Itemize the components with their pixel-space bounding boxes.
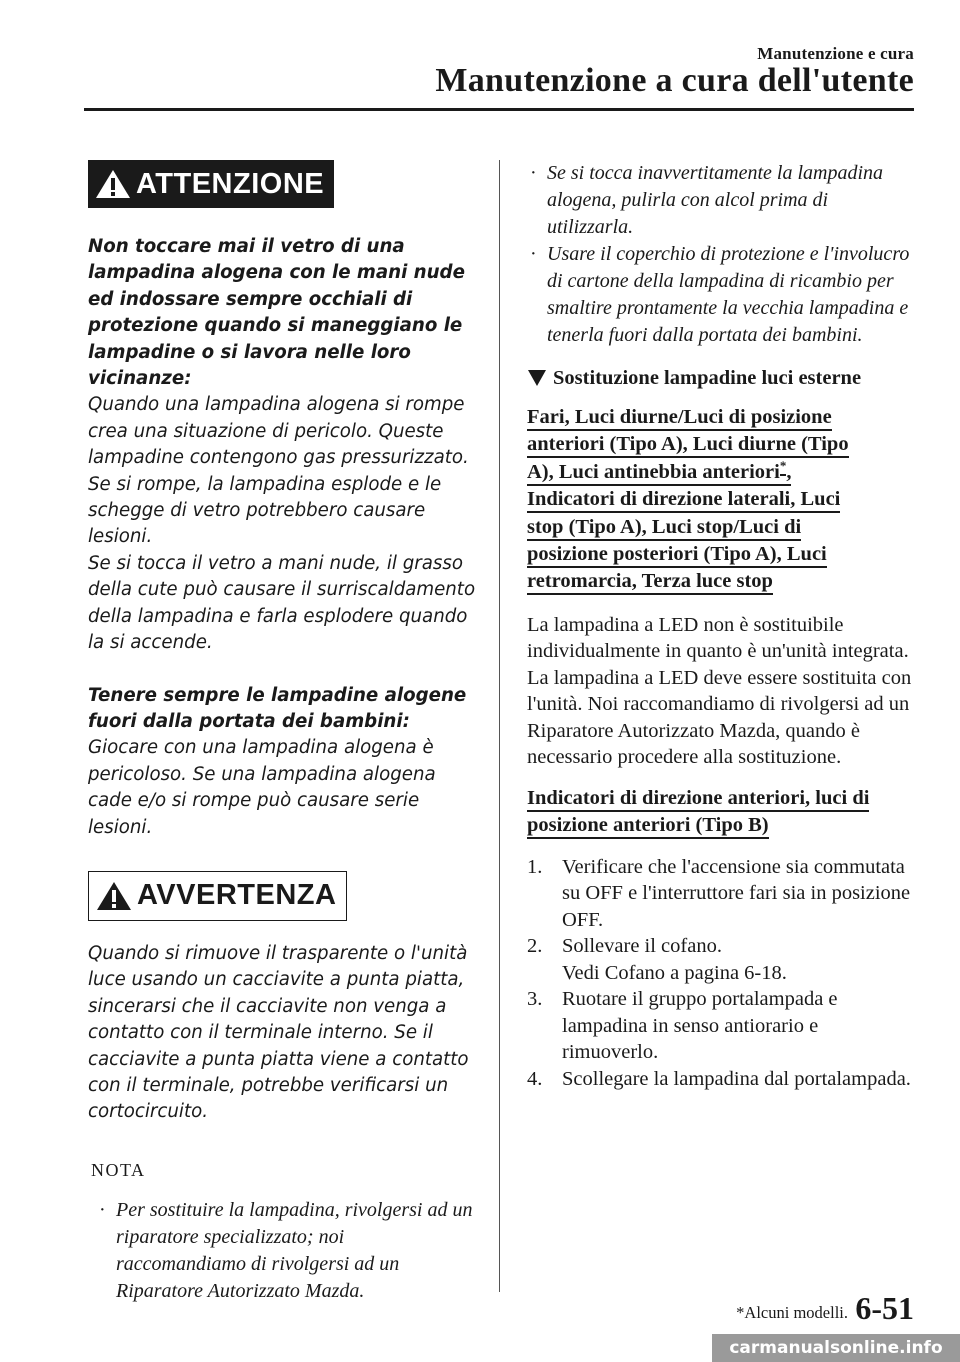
nota-bullet-text: Per sostituire la lampadina, rivolgersi ad un riparatore specializzato; noi raccomandiamo di rivolgersi ad un Riparatore Autorizzato Mazda. [116, 1198, 473, 1302]
step-item: 1. Verificare che l'accensione sia commutata su OFF e l'interruttore fari sia in posizione OFF. [527, 855, 911, 931]
column-divider [499, 160, 500, 1292]
warning1-text2: Se si tocca il vetro a mani nude, il grasso della cute può causare il surriscaldamento della lampadina e farla esplodere quando la si accende. [88, 552, 476, 654]
warning2-heading: Tenere sempre le lampadine alogene fuori dalla portata dei bambini: [88, 684, 467, 732]
sub2-line: Indicatori di direzione anteriori, luci di [527, 787, 869, 812]
bullet-dot-icon: · [99, 1198, 106, 1221]
section-title: Sostituzione lampadine luci esterne [553, 367, 862, 389]
watermark: carmanualsonline.info [712, 1334, 960, 1362]
warning-badge [88, 160, 334, 208]
bullet-dot-icon: · [530, 162, 537, 184]
header-rule [84, 108, 914, 111]
asterisk-mark: * [780, 458, 787, 476]
sub1-line: A), Luci antinebbia anteriori*, [527, 461, 791, 486]
warning1-heading: Non toccare mai il vetro di una lampadina alogena con le mani nude ed indossare sempre occhiali di protezione quando si maneggiano le lampadine o si lavora nelle loro vicinanze: [88, 236, 465, 390]
step-item: 3. Ruotare il gruppo portalampada e lampadina in senso antiorario e rimuoverlo. [527, 988, 838, 1064]
sub1-line: Indicatori di direzione laterali, Luci [527, 488, 840, 513]
footnote: *Alcuni modelli. [736, 1303, 848, 1322]
warning-triangle-icon [92, 166, 136, 202]
sub1-line: Fari, Luci diurne/Luci di posizione [527, 406, 832, 431]
left-column [88, 160, 476, 1305]
sub1-line: retromarcia, Terza luce stop [527, 570, 773, 595]
sub1-line: posizione posteriori (Tipo A), Luci [527, 543, 827, 568]
sub1-line: anteriori (Tipo A), Luci diurne (Tipo [527, 433, 849, 458]
note-bullet-2 [529, 241, 919, 349]
led-paragraph-1: La lampadina a LED non è sostituibile individualmente in quanto è un'unità integrata. [527, 613, 909, 663]
step-item: 4. Scollegare la lampadina dal portalampada. [527, 1067, 911, 1090]
step-item: 2. Sollevare il cofano. Vedi Cofano a pagina 6-18. [527, 935, 787, 984]
subheading-front-indicators [527, 785, 919, 840]
section-heading [527, 367, 919, 390]
note-bullet-2-text: Usare il coperchio di protezione e l'involucro di cartone della lampadina di ricambio per smaltire prontamente la vecchia lampadina e tenerla fuori dalla portata dei bambini. [547, 243, 910, 346]
note-bullet-1-text: Se si tocca inavvertitamente la lampadina alogena, pulirla con alcol prima di utilizzarla. [547, 162, 884, 238]
led-paragraph-2: La lampadina a LED deve essere sostituita con l'unità. Noi raccomandiamo di rivolgersi ad un Riparatore Autorizzato Mazda, quando è necessario procedere alla sostituzione. [527, 666, 912, 769]
subheading-exterior-lights [527, 404, 919, 596]
page-number: 6-51 [855, 1290, 914, 1326]
section-triangle-icon [527, 369, 549, 389]
right-column [527, 160, 919, 1092]
procedure-steps [527, 854, 919, 1093]
caution-badge [88, 871, 347, 921]
caution-text: Quando si rimuove il trasparente o l'unità luce usando un cacciavite a punta piatta, sincerarsi che il cacciavite non venga a contatto con il terminale interno. Se il cacciavite a punta piatta viene a contatto con il terminale, potrebbe verificarsi un cortocircuito. [88, 942, 469, 1123]
caution-label: AVVERTENZA [137, 879, 337, 912]
warning2-text: Giocare con una lampadina alogena è pericoloso. Se una lampadina alogena cade e/o si rompe può causare serie lesioni. [88, 737, 436, 838]
caution-triangle-icon [93, 878, 137, 914]
warning-label: ATTENZIONE [136, 167, 325, 200]
nota-bullet [98, 1197, 476, 1305]
warning1-text: Quando una lampadina alogena si rompe crea una situazione di pericolo. Queste lampadine contengono gas pressurizzato. Se si rompe, la lampadina esplode e le schegge di vetro potrebbero causare lesioni. [88, 394, 469, 548]
note-bullet-1 [529, 160, 919, 241]
header-section-name: Manutenzione e cura [757, 44, 914, 63]
sub1-line: stop (Tipo A), Luci stop/Luci di [527, 516, 801, 541]
sub2-line: posizione anteriori (Tipo B) [527, 814, 769, 839]
bullet-dot-icon: · [530, 243, 537, 265]
nota-label: NOTA [91, 1159, 146, 1180]
header-title: Manutenzione a cura dell'utente [435, 62, 914, 99]
